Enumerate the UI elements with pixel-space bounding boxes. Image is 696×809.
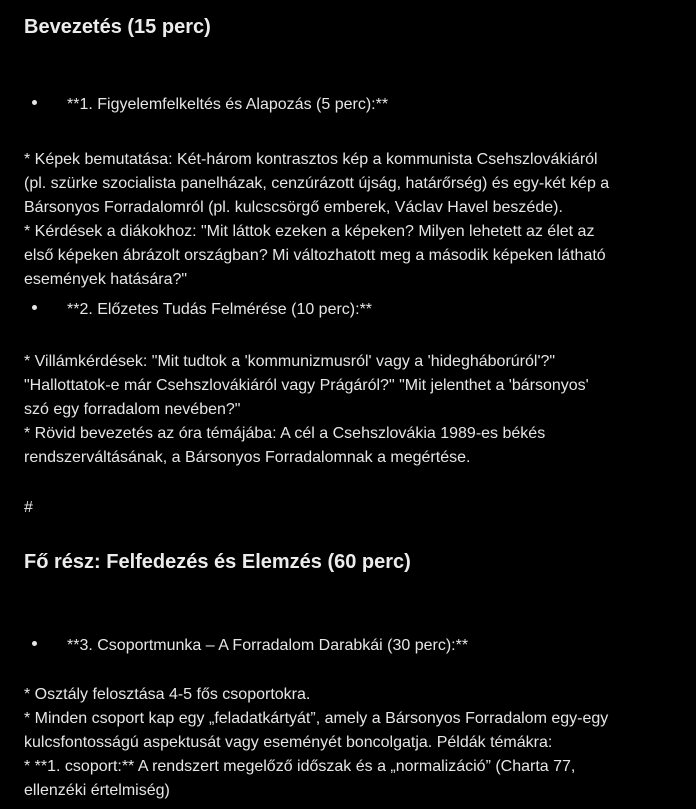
bullet-text: **1. Figyelemfelkeltés és Alapozás (5 perc):** (67, 96, 389, 113)
list-item-bullet (0, 634, 696, 658)
text-line: * Képek bemutatása: Két-három kontrasztos kép a kommunista Csehszlovákiáról (24, 151, 598, 168)
paragraph (24, 683, 684, 803)
text-line: * **1. csoport:** A rendszert megelőző időszak és a „normalizáció” (Charta 77, (24, 758, 576, 775)
text-line: Bársonyos Forradalomról (pl. kulcscsörgő emberek, Václav Havel beszéde). (24, 199, 563, 216)
bullet-text: **3. Csoportmunka – A Forradalom Darabkái (30 perc):** (67, 637, 469, 654)
text-line: "Hallottatok-e már Csehszlovákiáról vagy Prágáról?" "Mit jelenthet a 'bársonyos' (24, 377, 589, 394)
text-line: első képeken ábrázolt országban? Mi változhatott meg a második képeken látható (24, 247, 606, 264)
bullet-dot-icon (32, 305, 37, 310)
text-line: * Rövid bevezetés az óra témájába: A cél a Csehszlovákia 1989-es békés (24, 425, 546, 442)
text-line: események hatására?" (24, 271, 188, 288)
text-line: * Osztály felosztása 4-5 fős csoportokra. (24, 686, 311, 703)
text-line: kulcsfontosságú aspektusát vagy eseményét boncolgatja. Példák témákra: (24, 734, 553, 751)
section-heading-introduction: Bevezetés (15 perc) (24, 16, 211, 38)
list-item-bullet (0, 298, 696, 322)
text-line: * Kérdések a diákokhoz: "Mit láttok ezeken a képeken? Milyen lehetett az élet az (24, 223, 595, 240)
text-line: ellenzéki értelmiség) (24, 782, 170, 799)
bullet-text: **2. Előzetes Tudás Felmérése (10 perc):** (67, 301, 373, 318)
text-line: * Villámkérdések: "Mit tudtok a 'kommunizmusról' vagy a 'hidegháborúról'?" (24, 353, 556, 370)
paragraph (24, 148, 684, 292)
list-item-bullet (0, 93, 696, 117)
bullet-dot-icon (32, 641, 37, 646)
markdown-separator: # (24, 499, 33, 516)
text-line: (pl. szürke szocialista panelházak, cenzúrázott újság, határőrség) és egy-két kép a (24, 175, 610, 192)
text-line: rendszerváltásának, a Bársonyos Forradalomnak a megértése. (24, 449, 471, 466)
text-line: szó egy forradalom nevében?" (24, 401, 241, 418)
section-heading-main-part: Fő rész: Felfedezés és Elemzés (60 perc) (24, 551, 411, 573)
bullet-dot-icon (32, 100, 37, 105)
text-line: * Minden csoport kap egy „feladatkártyát”, amely a Bársonyos Forradalom egy-egy (24, 710, 609, 727)
paragraph (24, 350, 684, 470)
